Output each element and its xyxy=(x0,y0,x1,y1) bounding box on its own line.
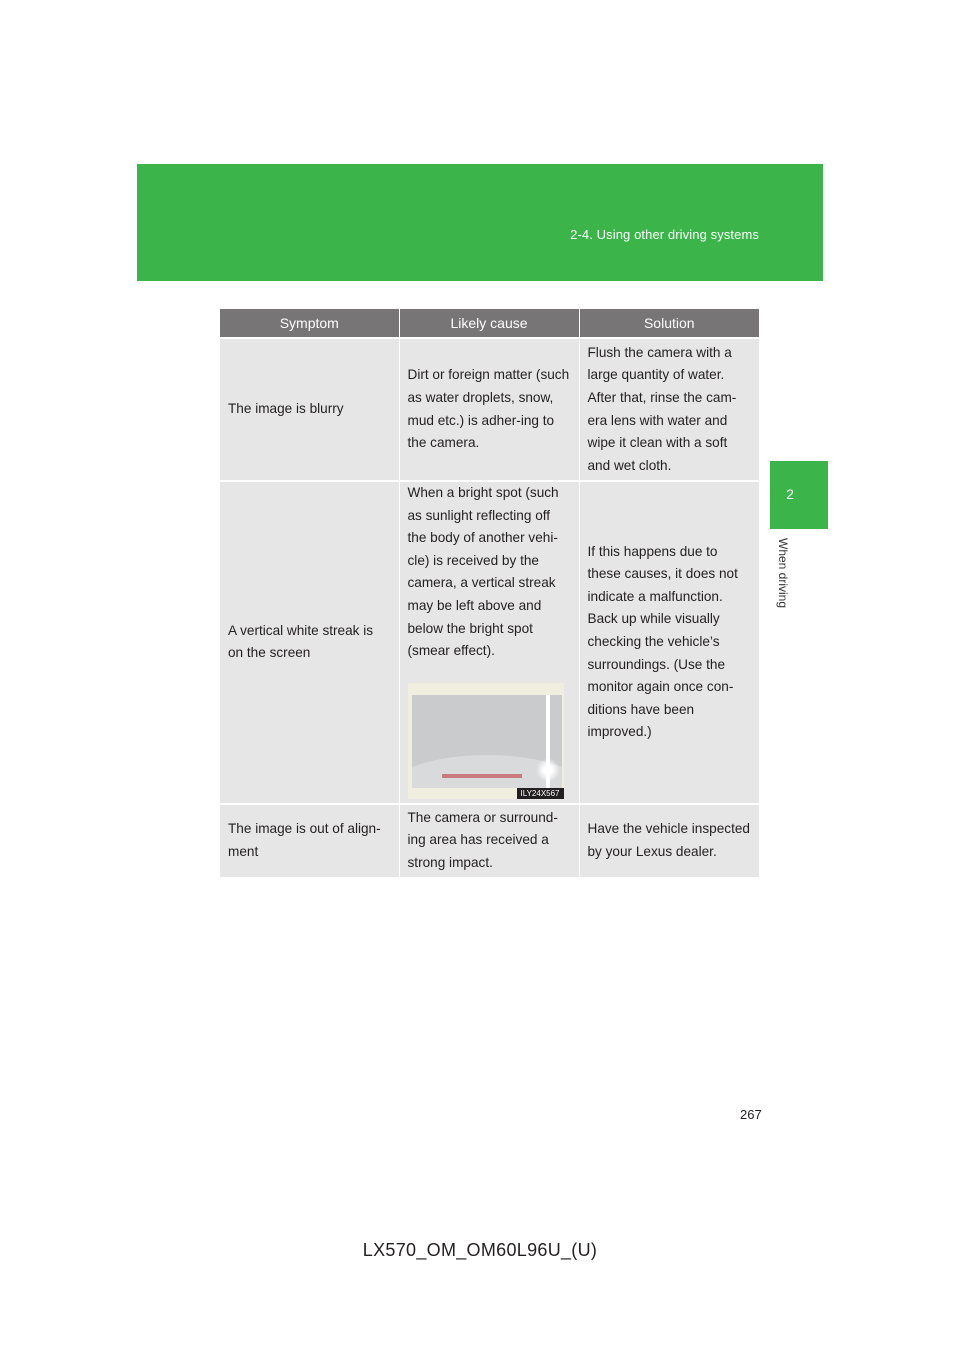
chapter-number: 2 xyxy=(786,486,794,502)
camera-screen-image xyxy=(408,683,564,799)
cause-cell: The camera or surround-ing area has received a strong impact. xyxy=(399,804,579,877)
header-band xyxy=(137,164,823,281)
table-row xyxy=(220,481,759,804)
solution-cell: Flush the camera with a large quantity of water. After that, rinse the cam-era lens with water and wipe it clean with a soft and wet cloth. xyxy=(579,338,759,481)
cause-cell: Dirt or foreign matter (such as water droplets, snow, mud etc.) is adher-ing to the camera. xyxy=(399,338,579,481)
cause-cell xyxy=(399,481,579,804)
monitor-view xyxy=(412,695,562,788)
chapter-tab xyxy=(770,461,828,529)
footer-document-code: LX570_OM_OM60L96U_(U) xyxy=(362,1240,598,1260)
symptom-cell: The image is blurry xyxy=(220,338,399,481)
troubleshooting-table xyxy=(220,309,759,877)
chapter-label: When driving xyxy=(776,538,790,609)
bright-spot xyxy=(536,758,560,782)
section-title: 2-4. Using other driving systems xyxy=(570,227,759,242)
illustration-code: ILY24X567 xyxy=(517,788,564,799)
symptom-cell: The image is out of align-ment xyxy=(220,804,399,877)
symptom-cell: A vertical white streak is on the screen xyxy=(220,481,399,804)
warning-message-bar xyxy=(442,774,522,778)
table-row xyxy=(220,804,759,877)
camera-smear-illustration xyxy=(408,683,571,799)
column-header-solution: Solution xyxy=(579,309,759,338)
table-row xyxy=(220,338,759,481)
solution-cell: Have the vehicle inspected by your Lexus dealer. xyxy=(579,804,759,877)
table-header-row xyxy=(220,309,759,338)
column-header-likely-cause: Likely cause xyxy=(399,309,579,338)
cause-text: When a bright spot (such as sunlight reflecting off the body of another vehi-cle) is received by the camera, a vertical streak may be left above and below the bright spot (smear effect). xyxy=(407,485,559,659)
solution-cell: If this happens due to these causes, it does not indicate a malfunction. Back up while visually checking the vehicle’s surroundings. (Use the monitor again once con-ditions have been improved.) xyxy=(579,481,759,804)
column-header-symptom: Symptom xyxy=(220,309,399,338)
page-number: 267 xyxy=(740,1107,762,1122)
